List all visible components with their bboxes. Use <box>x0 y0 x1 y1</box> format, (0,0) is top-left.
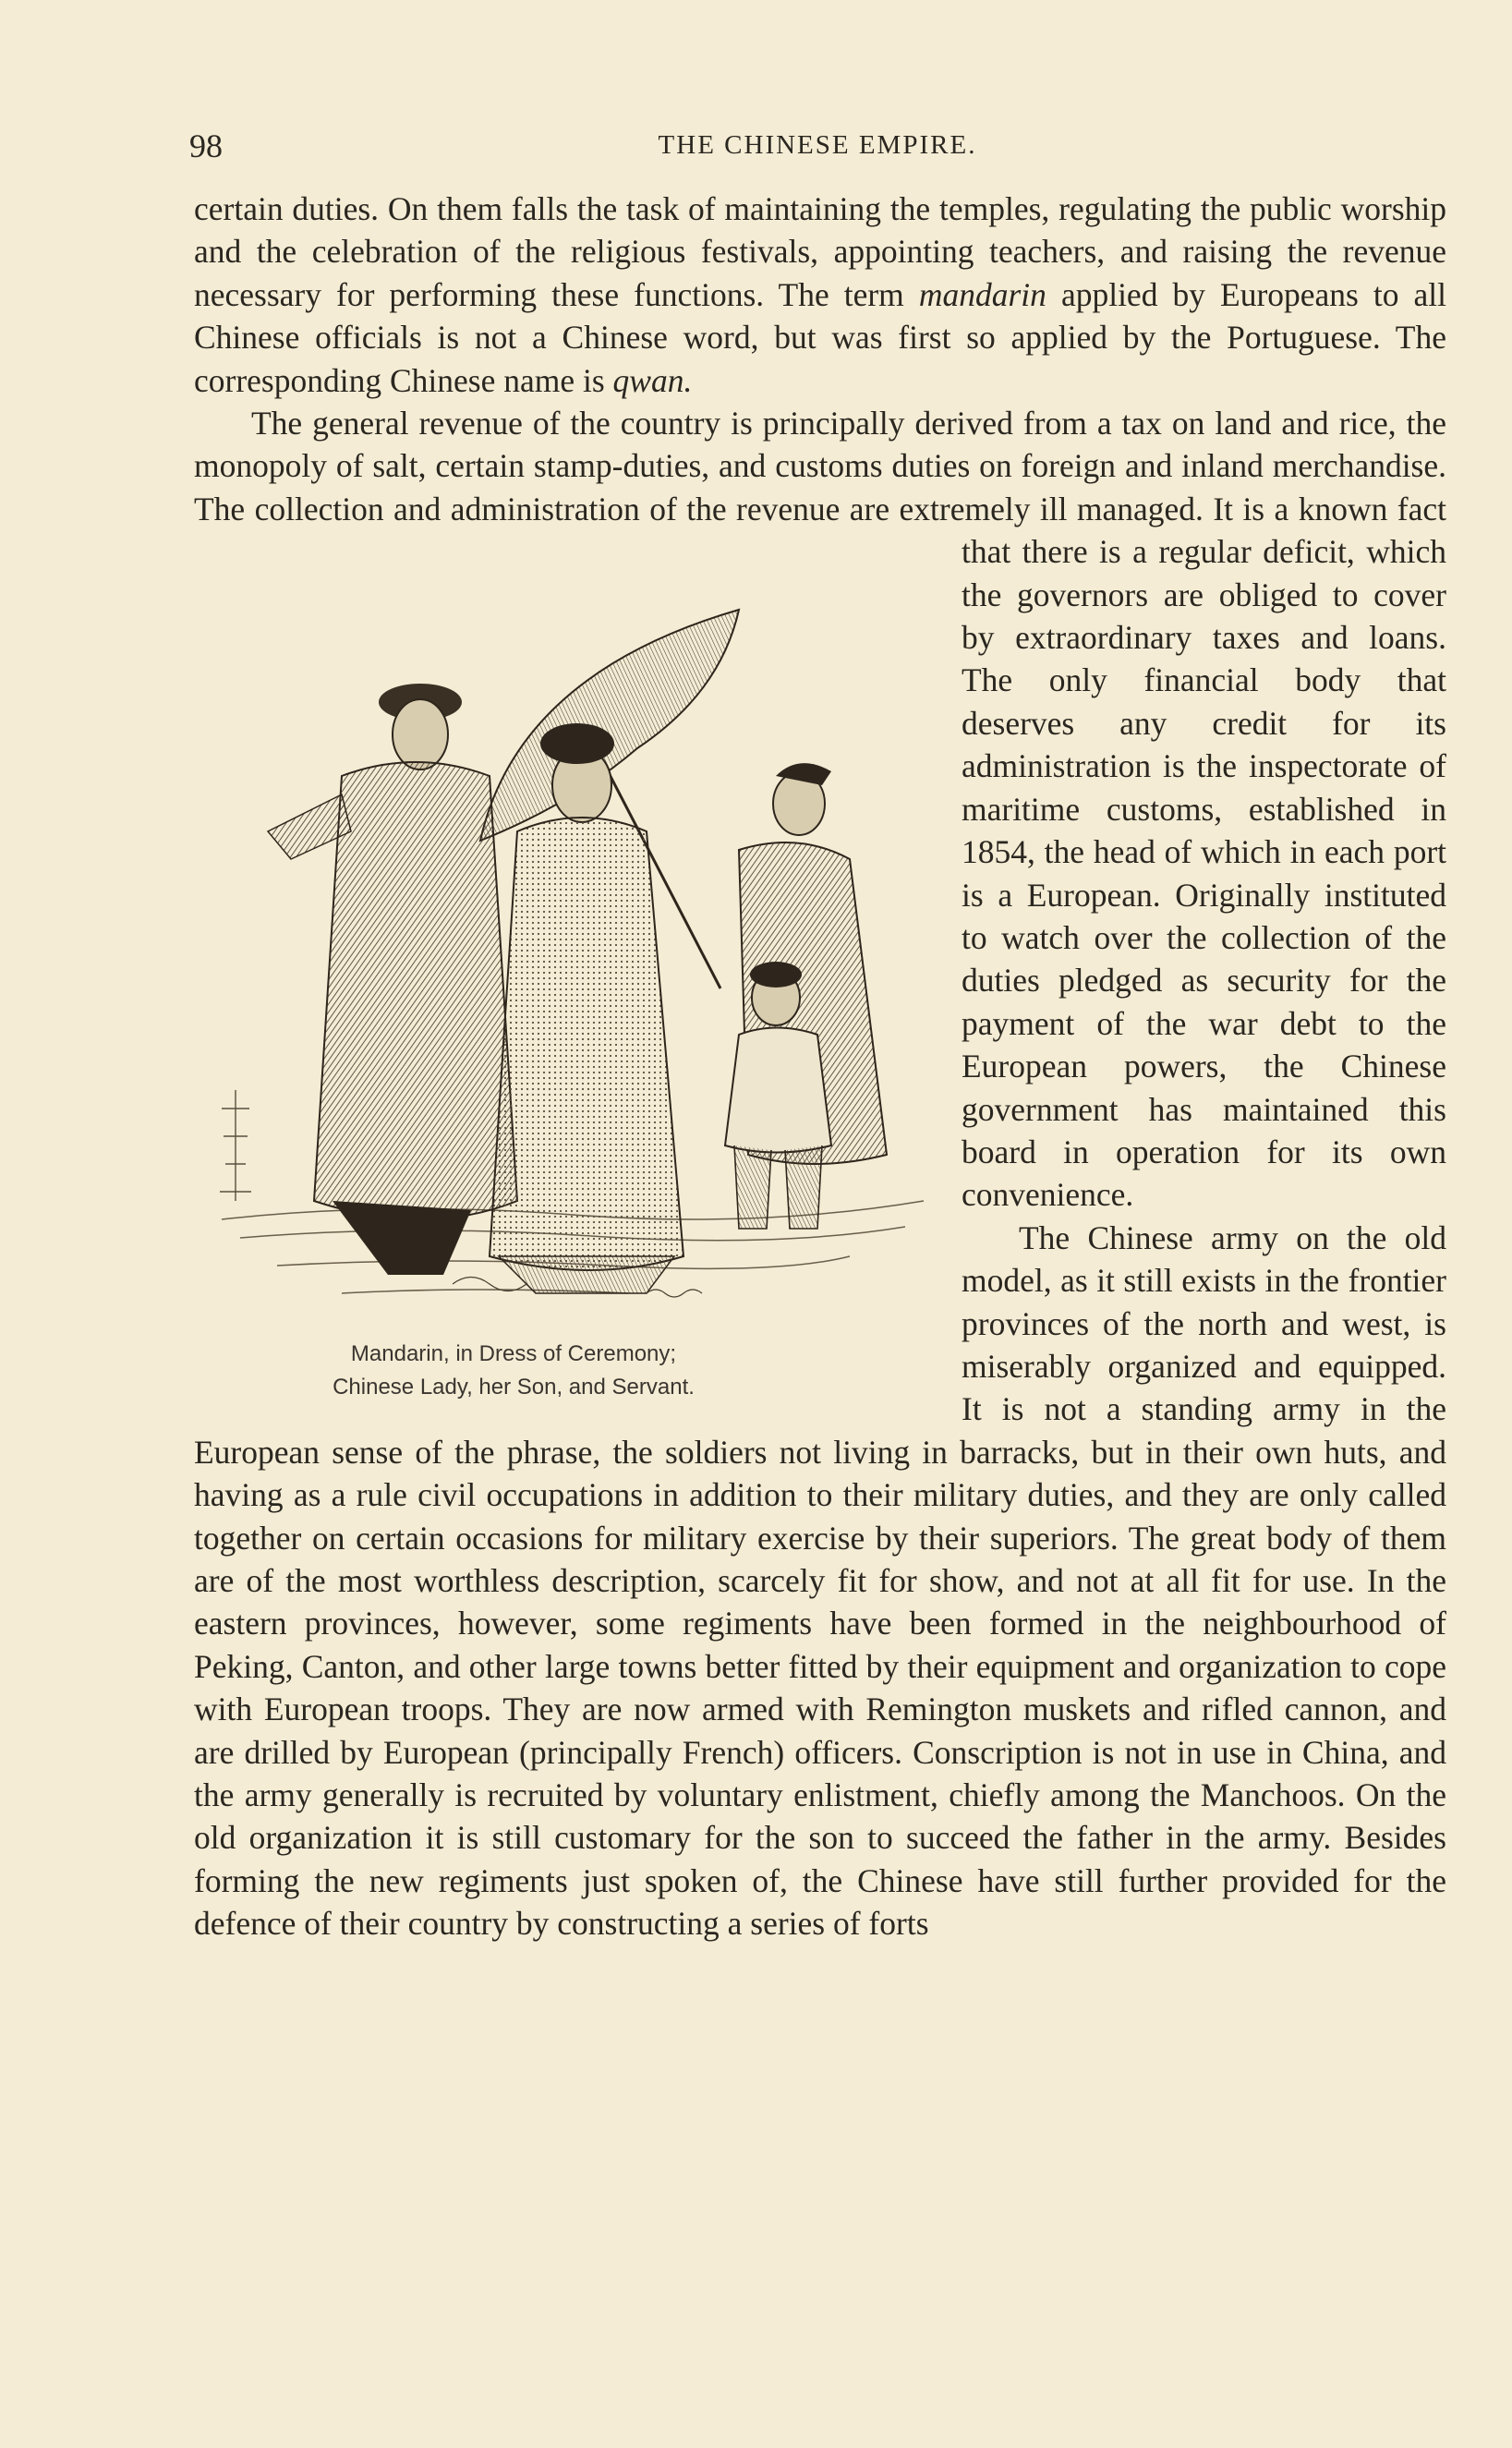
paragraph-1 <box>194 188 1446 402</box>
page-number: 98 <box>189 127 223 164</box>
paragraph-1-text-b: applied by Europeans to all Chinese officials is not a Chinese word, but was first so applied by the Portuguese. The corresponding Chinese name is <box>194 275 1446 399</box>
caption-line-1: Mandarin, in Dress of Ceremony; <box>350 1341 677 1367</box>
engraving-figure <box>194 534 937 1421</box>
term-mandarin: mandarin <box>918 275 1046 313</box>
caption-line-2: Chinese Lady, her Son, and Servant. <box>333 1375 695 1400</box>
term-qwan: qwan. <box>612 361 693 399</box>
paragraph-1-text-a: certain duties. On them falls the task of maintaining the temples, regulating the public worship and the celebration of the religious festivals, appointing teachers, and raising the revenue necessary for performing these functions. The term <box>194 190 1446 313</box>
body-text <box>194 188 1446 1945</box>
figure-caption <box>194 1338 776 1404</box>
running-head: THE CHINESE EMPIRE. <box>658 130 977 160</box>
page-header <box>189 127 1445 175</box>
engraving-illustration <box>203 554 933 1330</box>
paragraph-3-text: The Chinese army on the old model, as it still exists in the frontier provinces of the north and west, is miserably organized and equipped. It is not a standing army in the European sense of the phrase, the soldiers not living in barracks, but in their own huts, and having as a rule civil occupations in addition to their military duties, and they are only called together on certain occasions for military exercise by their superiors. The great body of them are of the most worthless description, scarcely fit for show, and not at all fit for use. In the eastern provinces, however, some regiments have been formed in the neighbourhood of Peking, Canton, and other large towns better fitted by their equipment and organization to cope with European troops. They are now armed with Remington muskets and rifled cannon, and are drilled by European (principally French) officers. Conscription is not in use in China, and the army generally is recruited by voluntary enlistment, chiefly among the Manchoos. On the old organization it is still customary for the son to succeed the father in the army. Besides forming the new regiments just spoken of, the Chinese have still further provided for the defence of their country by constructing a series of forts <box>194 1218 1446 1943</box>
paragraph-2 <box>194 402 1446 1400</box>
paragraph-2-text: The general revenue of the country is principally derived from a tax on land and rice, the monopoly of salt, certain stamp-duties, and customs duties on foreign and inland merchandise. The collection and administration of the revenue are Mandarin, in Dress of Ceremony; Chinese Lady, her Son, and Servant. extremely ill managed. It is a known fact that there is a regular deficit, which the governors are obliged to cover by extraordinary taxes and loans. The only financial body that deserves any credit for its administration is the inspectorate of maritime customs, established in 1854, the head of which in each port is a European. Originally instituted to watch over the collection of the duties pledged as security for the payment of the war debt to the European powers, the Chinese government has maintained this board in operation for its own convenience. <box>194 405 1446 1213</box>
